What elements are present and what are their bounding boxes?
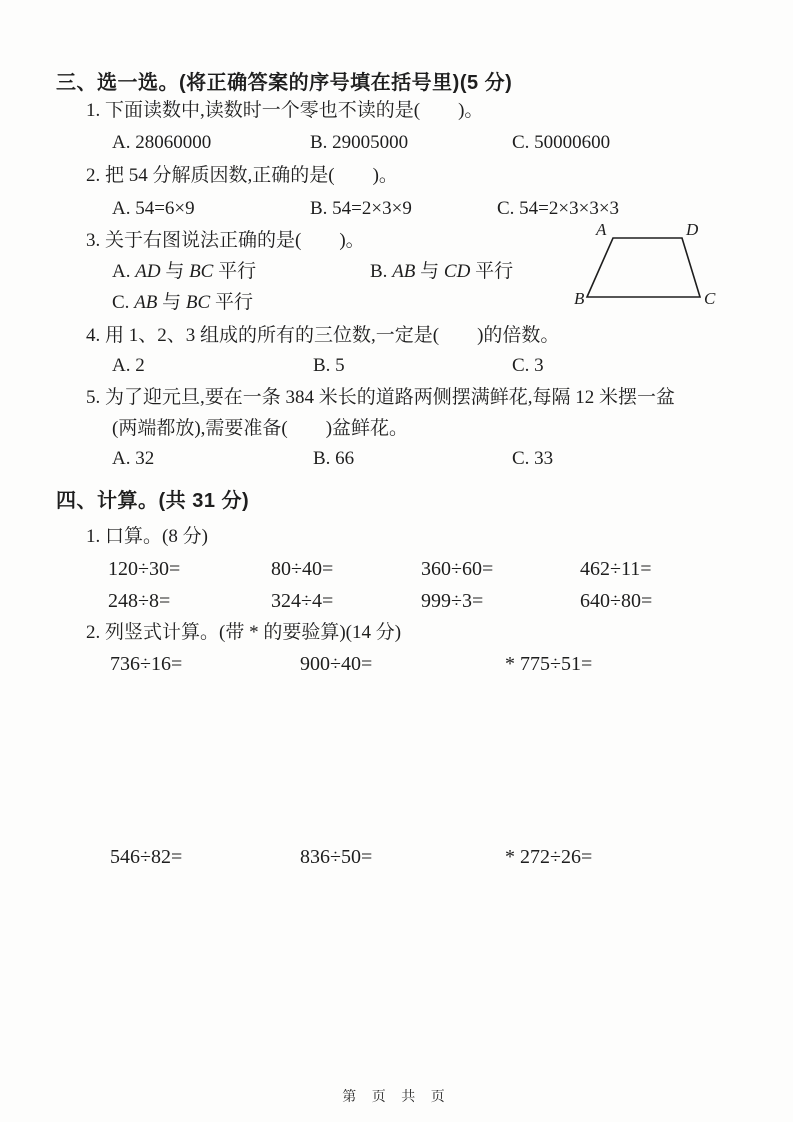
written-calc-item: 736÷16= [110,653,183,675]
question-4-option-c: C. 3 [512,355,544,376]
section-4-title: 四、计算。(共 31 分) [56,490,250,512]
question-2-text: 2. 把 54 分解质因数,正确的是( )。 [86,165,398,186]
written-calc-item: 546÷82= [110,846,183,868]
oral-calc-item: 462÷11= [580,558,652,580]
segment-cd: CD [443,261,471,282]
option-a-label: A. [112,261,136,282]
question-1-option-a: A. 28060000 [112,132,212,153]
question-4-option-a: A. 2 [112,355,145,376]
page-footer: 第 页 共 页 [342,1090,451,1105]
written-calc-item: 836÷50= [300,846,373,868]
vertex-label-d: D [686,220,699,239]
oral-calc-item: 640÷80= [580,590,653,612]
written-calc-title: 2. 列竖式计算。(带 * 的要验算)(14 分) [86,622,402,643]
question-2-option-c: C. 54=2×3×3×3 [497,198,620,219]
question-1-option-c: C. 50000600 [512,132,611,153]
option-b-label: B. [370,261,393,282]
option-c-mid: 与 [157,292,186,313]
question-5-option-c: C. 33 [512,448,554,469]
question-2-option-b: B. 54=2×3×9 [310,198,412,219]
oral-calc-title: 1. 口算。(8 分) [86,526,208,547]
question-5-option-b: B. 66 [313,448,355,469]
vertex-label-c: C [704,289,716,308]
option-c-tail: 平行 [210,292,253,313]
oral-calc-item: 120÷30= [108,558,181,580]
trapezoid-figure [568,220,728,312]
vertex-label-b: B [574,289,585,308]
question-5-text-line1: 5. 为了迎元旦,要在一条 384 米长的道路两侧摆满鲜花,每隔 12 米摆一盆 [86,387,676,408]
question-4-text: 4. 用 1、2、3 组成的所有的三位数,一定是( )的倍数。 [86,325,560,346]
question-5-text-line2: (两端都放),需要准备( )盆鲜花。 [112,418,409,439]
written-calc-item: * 775÷51= [505,653,593,675]
option-c-label: C. [112,292,135,313]
question-1-option-b: B. 29005000 [310,132,409,153]
section-3-title: 三、选一选。(将正确答案的序号填在括号里)(5 分) [56,72,513,94]
oral-calc-item: 999÷3= [421,590,484,612]
oral-calc-item: 324÷4= [271,590,334,612]
oral-calc-item: 80÷40= [271,558,334,580]
segment-ab2: AB [134,292,158,313]
question-3-option-b [370,260,513,284]
segment-bc2: BC [185,292,211,313]
question-4-option-b: B. 5 [313,355,345,376]
question-1-text: 1. 下面读数中,读数时一个零也不读的是( )。 [86,100,484,121]
question-3-option-c [112,291,253,315]
oral-calc-item: 248÷8= [108,590,171,612]
option-a-mid: 与 [160,261,190,282]
segment-ab: AB [392,261,416,282]
question-3-option-a [112,260,256,284]
question-2-option-a: A. 54=6×9 [112,198,195,219]
segment-bc: BC [189,261,214,282]
option-b-mid: 与 [415,261,444,282]
segment-ad: AD [135,261,161,282]
question-3-text: 3. 关于右图说法正确的是( )。 [86,230,365,251]
trapezoid-shape [587,238,700,297]
question-5-option-a: A. 32 [112,448,155,469]
written-calc-item: * 272÷26= [505,846,593,868]
option-b-tail: 平行 [470,261,514,282]
oral-calc-item: 360÷60= [421,558,494,580]
vertex-label-a: A [596,220,607,239]
written-calc-item: 900÷40= [300,653,373,675]
option-a-tail: 平行 [213,261,257,282]
